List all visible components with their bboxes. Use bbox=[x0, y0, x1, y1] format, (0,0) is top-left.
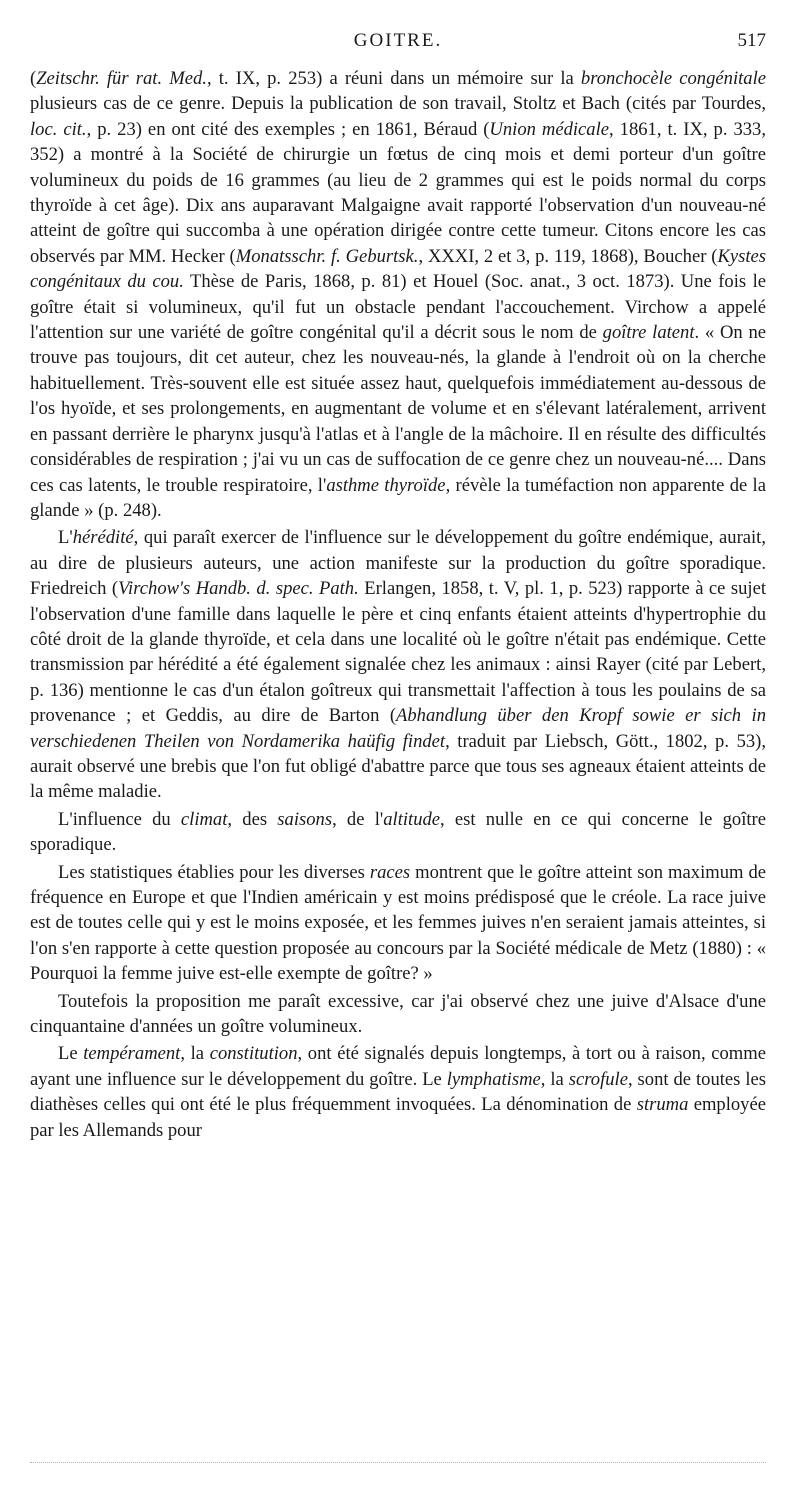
text-run: , traduit par Liebsch, Gött., 1802, p. 53), aurait observé une brebis que l'on fut obligé d'abattre parce que tous ses agneaux étaient atteints de la même maladie. bbox=[30, 730, 766, 803]
paragraph bbox=[30, 66, 766, 523]
text-run: plusieurs cas de ce genre. Depuis la publication de son travail, Stoltz et Bach (cités par Tourdes, bbox=[30, 93, 766, 115]
text-run: , 1861, t. IX, p. 333, 352) a montré à la Société de chirurgie un fœtus de cinq mois et demi porteur d'un goître volumineux du poids de 16 grammes (au lieu de 2 grammes qui est le poids normal du corps thyroïde à cet âge). Dix ans auparavant Malgaigne avait rapporté l'observation d'un nouveau-né atteint de goître qui succomba à une opération dirigée contre cette tumeur. Citons encore les cas observés par MM. Hecker ( bbox=[30, 118, 767, 267]
italic-run: asthme thyroïde bbox=[326, 474, 446, 496]
text-run: , ont été signalés depuis longtemps, à tort ou à raison, comme ayant une influence sur le développement du goître. Le bbox=[30, 1043, 766, 1090]
running-title: GOITRE. bbox=[353, 30, 443, 51]
text-run: , la bbox=[540, 1068, 569, 1090]
page-number: 517 bbox=[737, 30, 766, 51]
footer-rule bbox=[30, 1462, 766, 1463]
text-run: , est nulle en ce qui concerne le goître sporadique. bbox=[30, 808, 767, 856]
italic-run: bronchocèle congénitale bbox=[580, 68, 766, 89]
italic-run: tempérament bbox=[83, 1043, 181, 1065]
italic-run: struma bbox=[636, 1094, 689, 1116]
text-run: , la bbox=[180, 1043, 210, 1065]
paragraph bbox=[30, 860, 766, 987]
text-run: montrent que le goître atteint son maximum de fréquence en Europe et que l'Indien américain y est moins prédisposé que le créole. La race juive est de toutes celle qui y est le moins exposée, et les femmes juives n'en seraient jamais atteintes, si l'on s'en rapporte à cette question proposée au concours par la Société médicale de Metz (1880) : « Pourquoi la femme juive est-elle exempte de goître? » bbox=[30, 861, 766, 985]
text-run: , révèle la tuméfaction non apparente de la glande » (p. 248). bbox=[30, 474, 766, 521]
text-run: Thèse de Paris, 1868, p. 81) et Houel (Soc. anat., 3 oct. 1873). Une fois le goître était si volumineux, qu'il fut un obstacle pendant l'accouchement. Virchow a appelé l'attention sur une variété de goître congénital qu'il a décrit sous le nom de bbox=[30, 271, 766, 344]
italic-run: saisons bbox=[277, 808, 333, 830]
text-run: L' bbox=[58, 527, 73, 549]
text-run: , des bbox=[227, 808, 278, 830]
text-run: , qui paraît exercer de l'influence sur le développement du goître endémique, aurait, au dire de plusieurs auteurs, une action manifeste sur la production du goître sporadique. Friedreich ( bbox=[30, 527, 766, 600]
text-run: employée par les Allemands pour bbox=[30, 1094, 766, 1141]
text-run: Toutefois la proposition me paraît excessive, car j'ai observé chez une juive d'Alsace d'une cinquantaine d'années un goître volumineux. bbox=[30, 990, 766, 1038]
italic-run: Abhandlung über den Kropf sowie er sich in verschiedenen Theilen von Nordamerika haüfig findet bbox=[30, 705, 766, 752]
text-run: Les statistiques établies pour les diverses bbox=[58, 861, 370, 883]
italic-run: Zeitschr. für rat. Med. bbox=[36, 68, 207, 89]
paragraph bbox=[30, 807, 766, 858]
running-header bbox=[30, 30, 766, 60]
italic-run: Virchow's Handb. d. spec. Path. bbox=[118, 578, 359, 600]
italic-run: goître latent bbox=[602, 322, 695, 344]
text-run: , de l' bbox=[332, 808, 384, 830]
text-run: , XXXI, 2 et 3, p. 119, 1868), Boucher ( bbox=[418, 245, 718, 267]
paragraph bbox=[30, 1041, 766, 1143]
text-run: ( bbox=[30, 68, 37, 89]
paragraph bbox=[30, 989, 766, 1040]
text-run: Le bbox=[58, 1043, 84, 1065]
italic-run: races bbox=[369, 861, 411, 883]
italic-run: scrofule bbox=[568, 1068, 628, 1090]
text-run: L'influence du bbox=[58, 808, 181, 830]
italic-run: lymphatisme bbox=[446, 1068, 541, 1090]
page-body bbox=[30, 66, 766, 1145]
italic-run: climat bbox=[180, 808, 228, 830]
text-run: Erlangen, 1858, t. V, pl. 1, p. 523) rapporte à ce sujet l'observation d'une famille dans laquelle le père et cinq enfants étaient atteints d'hypertrophie du côté droit de la glande thyroïde, et cela dans une localité où le goître n'était pas endémique. Cette transmission par hérédité a été également signalée chez les animaux : ainsi Rayer (cité par Lebert, p. 136) mentionne le cas d'un étalon goîtreux qui transmettait l'affection à tous les poulains de sa provenance ; et Geddis, au dire de Barton ( bbox=[30, 578, 767, 727]
text-run: , p. 23) en ont cité des exemples ; en 1861, Béraud ( bbox=[86, 118, 490, 140]
italic-run: hérédité bbox=[72, 527, 134, 549]
italic-run: loc. cit. bbox=[30, 118, 87, 140]
text-run: , t. IX, p. 253) a réuni dans un mémoire sur la bbox=[206, 68, 581, 89]
italic-run: Monatsschr. f. Geburtsk. bbox=[235, 245, 419, 267]
italic-run: constitution bbox=[209, 1043, 298, 1065]
text-run: . « On ne trouve pas toujours, dit cet auteur, chez les nouveau-nés, la glande à l'endroit où on la cherche habituellement. Très-souvent elle est située assez haut, quelquefois immédiatement au-dessous de l'os hyoïde, et ses prolongements, en augmentant de volume et en s'élevant latéralement, arrivent en passant derrière le pharynx jusqu'à l'atlas et à l'angle de la mâchoire. Il en résulte des difficultés considérables de respiration ; j'ai vu un cas de suffocation de ce genre chez un nouveau-né.... Dans ces cas latents, le trouble respiratoire, l' bbox=[30, 322, 766, 496]
italic-run: Kystes congénitaux du cou. bbox=[30, 245, 766, 293]
italic-run: Union médicale bbox=[489, 118, 610, 140]
italic-run: altitude bbox=[383, 808, 441, 830]
text-run: , sont de toutes les diathèses celles qui ont été le plus fréquemment invoquées. La dénomination de bbox=[30, 1068, 767, 1116]
paragraph bbox=[30, 525, 766, 804]
